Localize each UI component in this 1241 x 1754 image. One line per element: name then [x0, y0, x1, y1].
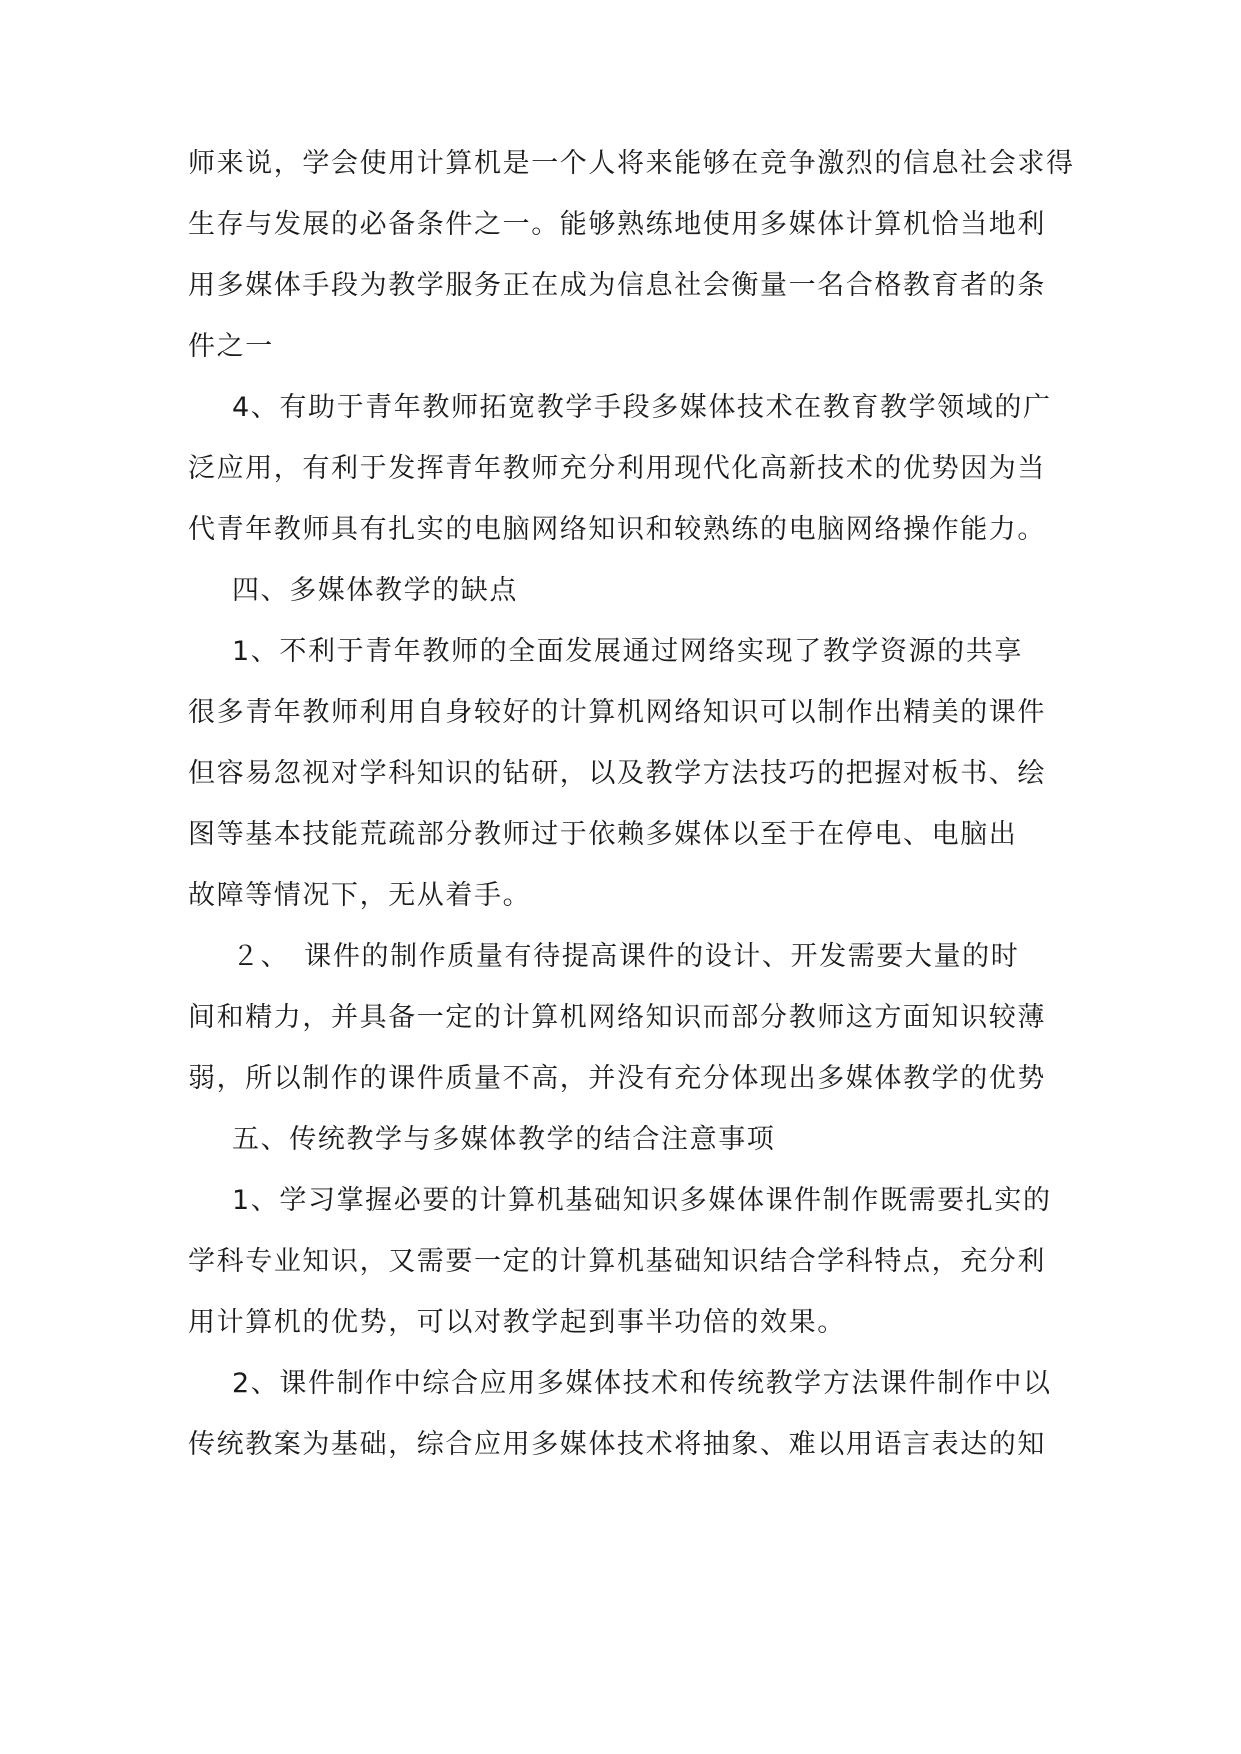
text-line: 件之一 [188, 331, 274, 362]
section-heading: 四、多媒体教学的缺点 [232, 575, 518, 606]
text-line: 故障等情况下，无从着手。 [188, 880, 532, 911]
text-line: 师来说，学会使用计算机是一个人将来能够在竞争激烈的信息社会求得 [188, 148, 1075, 179]
text-line: 4、有助于青年教师拓宽教学手段多媒体技术在教育教学领域的广 [232, 392, 1052, 423]
text-line: ２、 课件的制作质量有待提高课件的设计、开发需要大量的时 [232, 941, 1020, 972]
text-line: 生存与发展的必备条件之一。能够熟练地使用多媒体计算机恰当地利 [188, 209, 1046, 240]
text-line: 弱，所以制作的课件质量不高，并没有充分体现出多媒体教学的优势 [188, 1063, 1046, 1094]
section-heading: 五、传统教学与多媒体教学的结合注意事项 [232, 1124, 776, 1155]
text-line: 2、课件制作中综合应用多媒体技术和传统教学方法课件制作中以 [232, 1368, 1052, 1399]
text-line: 用计算机的优势，可以对教学起到事半功倍的效果。 [188, 1307, 846, 1338]
text-line: 1、不利于青年教师的全面发展通过网络实现了教学资源的共享 [232, 636, 1023, 667]
text-line: 图等基本技能荒疏部分教师过于依赖多媒体以至于在停电、电脑出 [188, 819, 1018, 850]
text-line: 代青年教师具有扎实的电脑网络知识和较熟练的电脑网络操作能力。 [188, 514, 1046, 545]
text-line: 学科专业知识，又需要一定的计算机基础知识结合学科特点，充分利 [188, 1246, 1046, 1277]
text-line: 泛应用，有利于发挥青年教师充分利用现代化高新技术的优势因为当 [188, 453, 1046, 484]
text-line: 很多青年教师利用自身较好的计算机网络知识可以制作出精美的课件 [188, 697, 1046, 728]
text-line: 用多媒体手段为教学服务正在成为信息社会衡量一名合格教育者的条 [188, 270, 1046, 301]
text-line: 传统教案为基础，综合应用多媒体技术将抽象、难以用语言表达的知 [188, 1429, 1046, 1460]
text-line: 间和精力，并具备一定的计算机网络知识而部分教师这方面知识较薄 [188, 1002, 1046, 1033]
text-line: 但容易忽视对学科知识的钻研，以及教学方法技巧的把握对板书、绘 [188, 758, 1046, 789]
text-line: 1、学习掌握必要的计算机基础知识多媒体课件制作既需要扎实的 [232, 1185, 1052, 1216]
